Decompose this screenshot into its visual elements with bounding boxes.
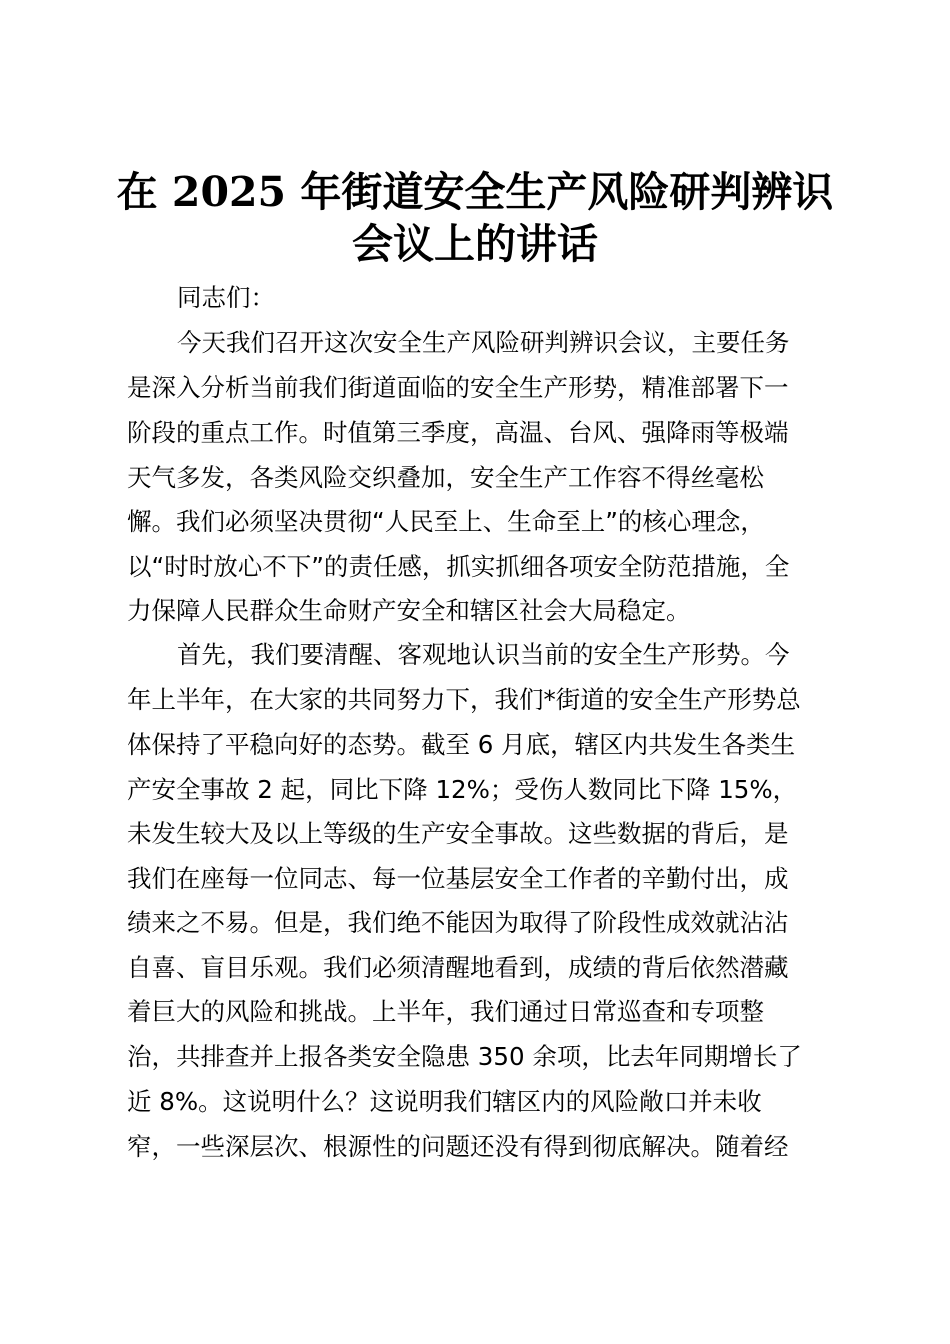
paragraph-2-line: 产安全事故 2 起，同比下降 12%；受伤人数同比下降 15%， — [127, 775, 798, 804]
paragraph-1-line: 懈。我们必须坚决贯彻“人民至上、生命至上”的核心理念， — [127, 507, 765, 536]
paragraph-1-line: 今天我们召开这次安全生产风险研判辨识会议，主要任务 — [177, 328, 790, 357]
paragraph-2-line: 绩来之不易。但是，我们绝不能因为取得了阶段性成效就沾沾 — [127, 908, 789, 937]
paragraph-1-line: 阶段的重点工作。时值第三季度，高温、台风、强降雨等极端 — [127, 418, 789, 447]
paragraph-2-line: 体保持了平稳向好的态势。截至 6 月底，辖区内共发生各类生 — [127, 730, 796, 759]
document-title-line-2: 会议上的讲话 — [352, 220, 598, 268]
paragraph-2-line: 未发生较大及以上等级的生产安全事故。这些数据的背后，是 — [127, 819, 789, 848]
paragraph-1-line: 以“时时放心不下”的责任感，抓实抓细各项安全防范措施，全 — [127, 552, 790, 581]
paragraph-2-line: 治，共排查并上报各类安全隐患 350 余项，比去年同期增长了 — [127, 1042, 802, 1071]
paragraph-1-line: 天气多发，各类风险交织叠加，安全生产工作容不得丝毫松 — [127, 463, 764, 492]
paragraph-2-line: 年上半年，在大家的共同努力下，我们*街道的安全生产形势总 — [127, 685, 801, 714]
paragraph-2-line: 自喜、盲目乐观。我们必须清醒地看到，成绩的背后依然潜藏 — [127, 953, 789, 982]
paragraph-2-line: 窄，一些深层次、根源性的问题还没有得到彻底解决。随着经 — [127, 1132, 789, 1161]
paragraph-1-line: 是深入分析当前我们街道面临的安全生产形势，精准部署下一 — [127, 373, 789, 402]
paragraph-2-line: 我们在座每一位同志、每一位基层安全工作者的辛勤付出，成 — [127, 864, 789, 893]
document-title-line-1: 在 2025 年街道安全生产风险研判辨识 — [116, 168, 834, 216]
paragraph-2-line: 着巨大的风险和挑战。上半年，我们通过日常巡查和专项整 — [127, 997, 764, 1026]
paragraph-2-line: 近 8%。这说明什么？这说明我们辖区内的风险敞口并未收 — [127, 1087, 762, 1116]
paragraph-1-line: 力保障人民群众生命财产安全和辖区社会大局稳定。 — [127, 596, 691, 625]
paragraph-2-line: 首先，我们要清醒、客观地认识当前的安全生产形势。今 — [177, 640, 790, 669]
salutation: 同志们： — [177, 283, 275, 312]
